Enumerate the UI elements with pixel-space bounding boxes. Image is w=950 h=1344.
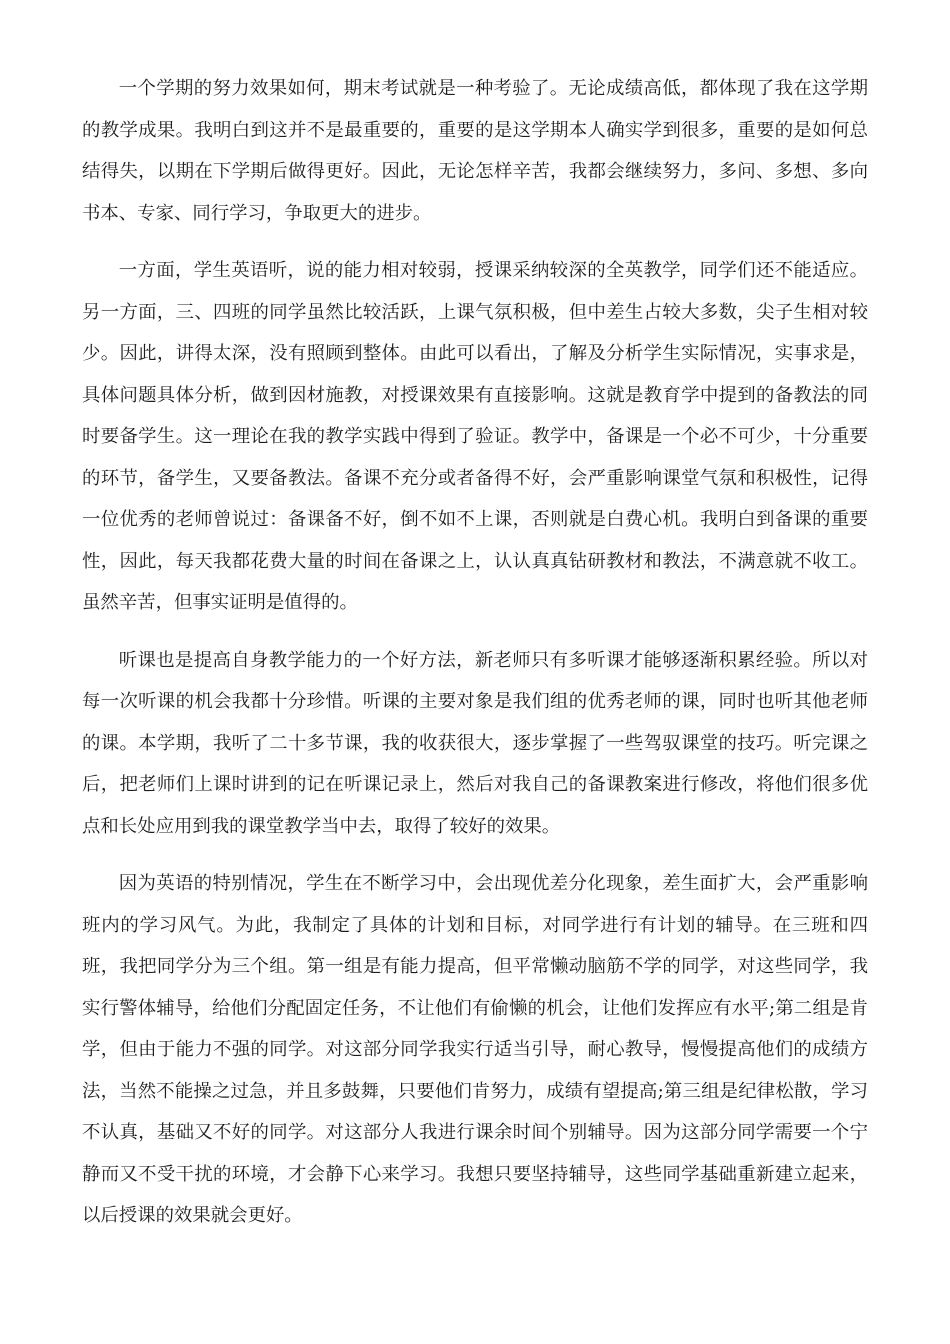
paragraph-exam-reflection: 一个学期的努力效果如何，期末考试就是一种考验了。无论成绩高低，都体现了我在这学期的教学成果。我明白到这并不是最重要的，重要的是这学期本人确实学到很多，重要的是如何总结得失，以期在下学期后做得更好。因此，无论怎样辛苦，我都会继续努力，多问、多想、多向书本、专家、同行学习，争取更大的进步。 bbox=[82, 78, 868, 224]
paragraph-student-tutoring: 因为英语的特别情况，学生在不断学习中，会出现优差分化现象，差生面扩大，会严重影响班内的学习风气。为此，我制定了具体的计划和目标，对同学进行有计划的辅导。在三班和四班，我把同学分为三个组。第一组是有能力提高，但平常懒动脑筋不学的同学，对这些同学，我实行警体辅导，给他们分配固定任务，不让他们有偷懒的机会，让他们发挥应有水平;第二组是肯学，但由于能力不强的同学。对这部分同学我实行适当引导，耐心教导，慢慢提高他们的成绩方法，当然不能操之过急，并且多鼓舞，只要他们肯努力，成绩有望提高;第三组是纪律松散，学习不认真，基础又不好的同学。对这部分人我进行课余时间个别辅导。因为这部分同学需要一个宁静而又不受干扰的环境，才会静下心来学习。我想只要坚持辅导，这些同学基础重新建立起来，以后授课的效果就会更好。 bbox=[82, 873, 868, 1226]
document-page bbox=[82, 68, 868, 1253]
paragraph-lesson-observation: 听课也是提高自身教学能力的一个好方法，新老师只有多听课才能够逐渐积累经验。所以对每一次听课的机会我都十分珍惜。听课的主要对象是我们组的优秀老师的课，同时也听其他老师的课。本学期，我听了二十多节课，我的收获很大，逐步掌握了一些驾驭课堂的技巧。听完课之后，把老师们上课时讲到的记在听课记录上，然后对我自己的备课教案进行修改，将他们很多优点和长处应用到我的课堂教学当中去，取得了较好的效果。 bbox=[82, 649, 868, 837]
paragraph-lesson-preparation: 一方面，学生英语听，说的能力相对较弱，授课采纳较深的全英教学，同学们还不能适应。另一方面，三、四班的同学虽然比较活跃，上课气氛积极，但中差生占较大多数，尖子生相对较少。因此，讲得太深，没有照顾到整体。由此可以看出，了解及分析学生实际情况，实事求是，具体问题具体分析，做到因材施教，对授课效果有直接影响。这就是教育学中提到的备教法的同时要备学生。这一理论在我的教学实践中得到了验证。教学中，备课是一个必不可少，十分重要的环节，备学生，又要备教法。备课不充分或者备得不好，会严重影响课堂气氛和积极性，记得一位优秀的老师曾说过：备课备不好，倒不如不上课，否则就是白费心机。我明白到备课的重要性，因此，每天我都花费大量的时间在备课之上，认认真真钻研教材和教法，不满意就不收工。虽然辛苦，但事实证明是值得的。 bbox=[82, 260, 868, 613]
